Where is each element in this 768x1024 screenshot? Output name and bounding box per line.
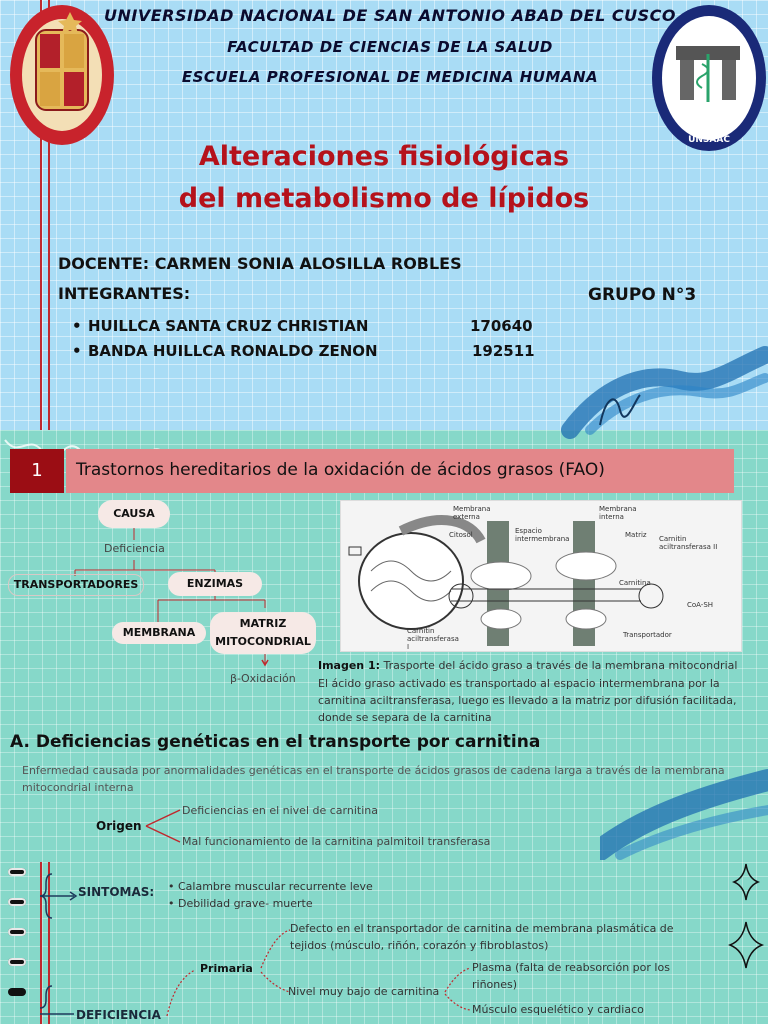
faculty-name: FACULTAD DE CIENCIAS DE LA SALUD <box>227 38 553 56</box>
docente-label: DOCENTE: CARMEN SONIA ALOSILLA ROBLES <box>58 254 462 273</box>
deficiencia-label: Deficiencia <box>104 542 165 555</box>
origen-label: Origen <box>96 819 142 833</box>
figure-label: Membrana externa <box>453 505 491 521</box>
section-number-box: 1 <box>10 449 64 493</box>
member-name: BANDA HUILLCA RONALDO ZENON <box>88 342 378 360</box>
figure-label: Transportador <box>623 631 672 639</box>
member-name: HUILLCA SANTA CRUZ CHRISTIAN <box>88 317 369 335</box>
origen-item: Deficiencias en el nivel de carnitina <box>182 804 378 817</box>
logo-label: UNSAAC <box>688 135 730 145</box>
primaria-item: Nivel muy bajo de carnitina <box>288 985 440 998</box>
figure-label: CoA-SH <box>687 601 714 609</box>
university-name: UNIVERSIDAD NACIONAL DE SAN ANTONIO ABAD DEL CUSCO <box>104 6 676 25</box>
brush-stroke-decoration <box>560 330 768 440</box>
sparkle-decoration <box>728 860 768 970</box>
matriz-mitocondrial-node <box>210 612 316 654</box>
deficiencia-label: DEFICIENCIA <box>76 1008 161 1022</box>
member-bullet: • <box>72 342 82 360</box>
figure-label: Membrana interna <box>599 505 637 521</box>
figure-caption <box>318 657 758 674</box>
caption-subtitle: Trasporte del ácido graso a través de la membrana mitocondrial <box>383 659 738 672</box>
mitocondrial-label: MITOCONDRIAL <box>215 635 311 648</box>
sintomas-label: SINTOMAS: <box>78 885 155 899</box>
notebook-braces <box>30 866 80 1024</box>
school-name: ESCUELA PROFESIONAL DE MEDICINA HUMANA <box>181 68 599 86</box>
causa-node: CAUSA <box>98 500 170 528</box>
matriz-label: MATRIZ <box>239 617 287 630</box>
sintoma-item: • Debilidad grave- muerte <box>168 897 313 910</box>
section-a-description: Enfermedad causada por anormalidades genéticas en el transporte de ácidos grasos de cadena larga a través de la membrana mitocondrial interna <box>22 764 725 794</box>
membrana-node: MEMBRANA <box>112 622 206 644</box>
figure-label: Carnitin aciltransferasa II <box>659 535 718 551</box>
section-heading: Trastornos hereditarios de la oxidación de ácidos grasos (FAO) <box>76 460 605 480</box>
page-title-line-2: del metabolismo de lípidos <box>178 183 590 214</box>
member-code: 192511 <box>472 342 535 360</box>
page-title-line-1: Alteraciones fisiológicas <box>198 141 570 172</box>
figure-label: Carnitin aciltransferasa I <box>407 627 459 651</box>
figure-label: Carnitina <box>619 579 651 587</box>
caption-title: Imagen 1: <box>318 659 381 672</box>
enzimas-node: ENZIMAS <box>168 572 262 596</box>
origen-item: Mal funcionamiento de la carnitina palmitoil transferasa <box>182 835 491 848</box>
beta-oxidacion-label: β-Oxidación <box>230 672 296 685</box>
figure-label: Matriz <box>625 531 647 539</box>
member-code: 170640 <box>470 317 533 335</box>
member-bullet: • <box>72 317 82 335</box>
mitochondria-figure <box>340 500 742 652</box>
caption-body: El ácido graso activado es transportado al espacio intermembrana por la carnitina aciltransferasa, luego es llevado a la matriz por difusión facilitada, donde se separa de la carnitina <box>318 677 737 724</box>
figure-label: Espacio intermembrana <box>515 527 570 543</box>
section-a-heading: A. Deficiencias genéticas en el transporte por carnitina <box>10 732 541 752</box>
sintomas-list <box>168 878 373 912</box>
primaria-item: Defecto en el transportador de carnitina de membrana plasmática de tejidos (músculo, riñón, corazón y fibroblastos) <box>290 922 674 952</box>
primaria-label: Primaria <box>200 962 253 975</box>
grupo-label: GRUPO N°3 <box>588 285 697 305</box>
notebook-rings <box>8 868 28 1018</box>
figure-label: Citosol <box>449 531 473 539</box>
nivel-subitem: Músculo esquelético y cardiaco <box>472 1003 644 1016</box>
sintoma-item: • Calambre muscular recurrente leve <box>168 880 373 893</box>
integrantes-label: INTEGRANTES: <box>58 284 191 303</box>
transportadores-node: TRANSPORTADORES <box>8 574 144 596</box>
carnitine-transport-diagram <box>341 501 741 651</box>
nivel-subitem: Plasma (falta de reabsorción por los riñones) <box>472 961 670 991</box>
